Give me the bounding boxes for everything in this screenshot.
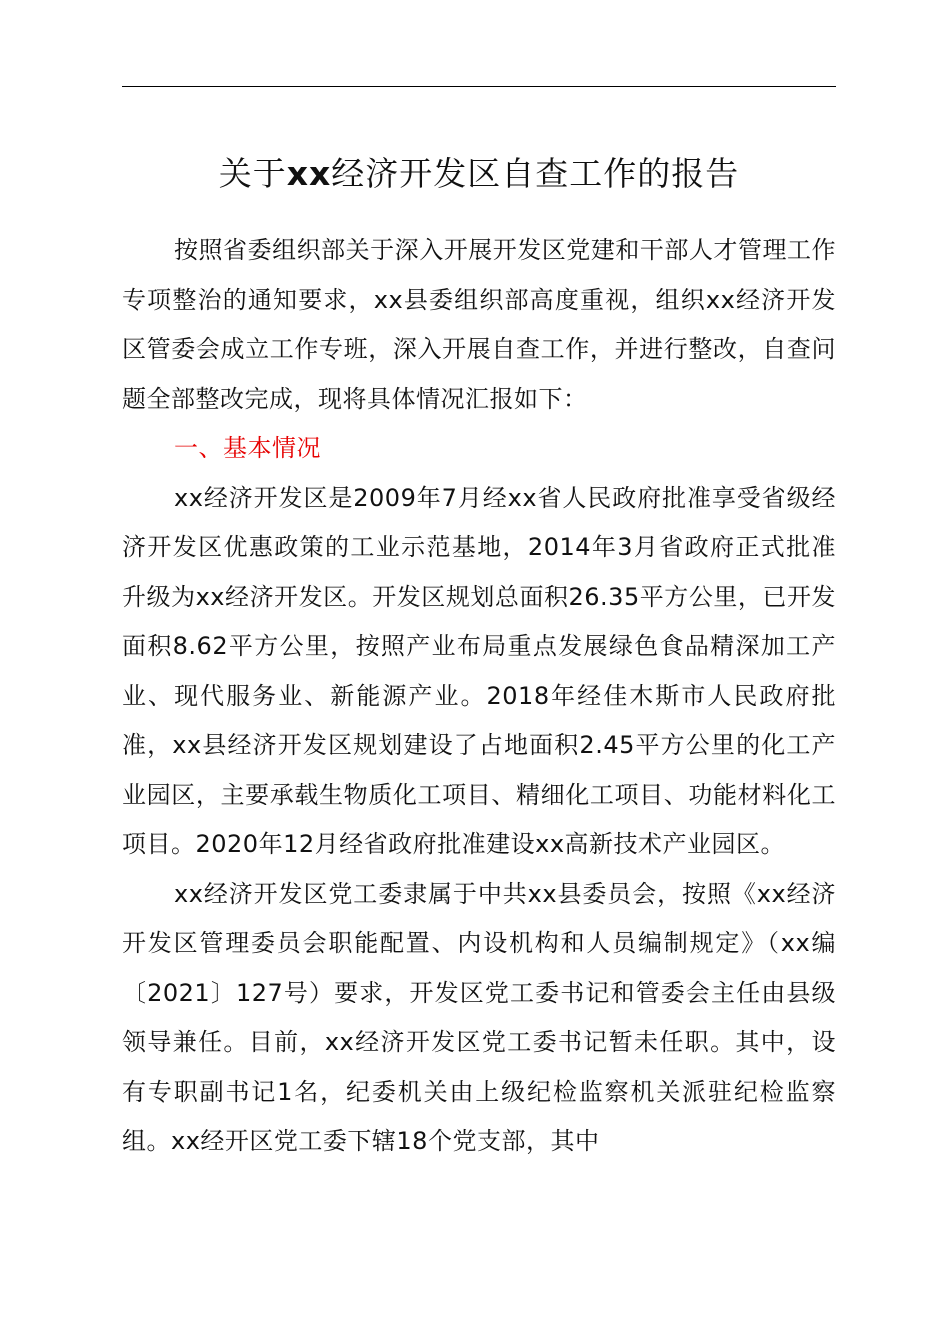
document-title [122, 148, 836, 200]
paragraph-party-committee: xx经济开发区党工委隶属于中共xx县委员会，按照《xx经济开发区管理委员会职能配置、内设机构和人员编制规定》（xx编〔2021〕127号）要求，开发区党工委书记和管委会主任由县级领导兼任。目前，xx经济开发区党工委书记暂未任职。其中，设有专职副书记1名，纪委机关由上级纪检监察机关派驻纪检监察组。xx经开区党工委下辖18个党支部，其中 [122, 879, 836, 1155]
title-bold-placeholder: xx [286, 154, 332, 193]
paragraph-zone-overview: xx经济开发区是2009年7月经xx省人民政府批准享受省级经济开发区优惠政策的工业示范基地，2014年3月省政府正式批准升级为xx经济开发区。开发区规划总面积26.35平方公里，已开发面积8.62平方公里，按照产业布局重点发展绿色食品精深加工产业、现代服务业、新能源产业。2018年经佳木斯市人民政府批准，xx县经济开发区规划建设了占地面积2.45平方公里的化工产业园区，主要承载生物质化工项目、精细化工项目、功能材料化工项目。2020年12月经省政府批准建设xx高新技术产业园区。 [122, 483, 836, 858]
section-heading-basic-situation: 一、基本情况 [174, 434, 321, 462]
title-prefix: 关于 [218, 154, 287, 193]
document-body [122, 226, 836, 1167]
intro-paragraph: 按照省委组织部关于深入开展开发区党建和干部人才管理工作专项整治的通知要求，xx县委组织部高度重视，组织xx经济开发区管委会成立工作专班，深入开展自查工作，并进行整改，自查问题全部整改完成，现将具体情况汇报如下： [122, 236, 836, 413]
title-suffix: 经济开发区自查工作的报告 [331, 154, 740, 193]
header-rule [122, 86, 836, 87]
